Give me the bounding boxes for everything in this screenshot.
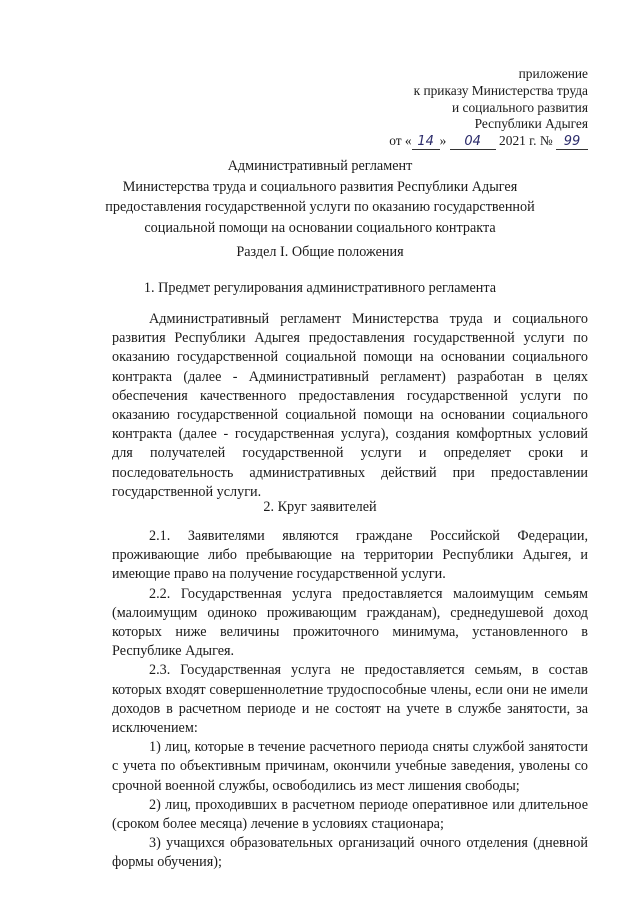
date-prefix: от « <box>389 133 412 149</box>
paragraph: 2.3. Государственная услуга не предоставляется семьям, в состав которых входят совершеннолетние трудоспособные члены, если они не имели доходов в расчетном периоде и не состоят на учете в службе занятости, за исключением: <box>112 662 588 737</box>
handwritten-month: 04 <box>450 135 496 150</box>
approval-date-line <box>389 133 588 150</box>
handwritten-order-number: 99 <box>556 135 588 150</box>
approval-line-4: Республики Адыгея <box>474 116 588 132</box>
paragraph: 2.1. Заявителями являются граждане Российской Федерации, проживающие либо пребывающие на территории Республики Адыгея, и имеющие право на получение государственной услуги. <box>112 528 588 583</box>
subsection-2-body <box>112 527 588 873</box>
date-year: 2021 г. № <box>499 133 553 149</box>
subsection-1-heading: 1. Предмет регулирования административного регламента <box>143 280 497 296</box>
list-item: 3) учащихся образовательных организаций очного отделения (дневной формы обучения); <box>112 835 588 871</box>
section-heading: Раздел I. Общие положения <box>236 244 404 260</box>
title-line-3: предоставления государственной услуги по оказанию государственной <box>105 199 535 215</box>
approval-block <box>389 66 588 150</box>
paragraph: Административный регламент Министерства труда и социального развития Республики Адыгея предоставления государственной услуги по оказанию государственной социальной помощи на основании социального контракта (далее - Административный регламент) разработан в целях обеспечения качественного предоставления государственной услуги по оказанию государственной социальной помощи на основании социального контракта (далее - государственная услуга), создания комфортных условий для получателей государственной услуги и определяет сроки и последовательность административных действий при предоставлении государственной услуги. <box>112 311 588 500</box>
list-item: 1) лиц, которые в течение расчетного периода сняты службой занятости с учета по объективным причинам, окончили учебные заведения, уволены со срочной военной службы, освободились из мест лишения свободы; <box>112 739 588 794</box>
approval-line-1: приложение <box>518 66 588 81</box>
handwritten-day: 14 <box>412 135 440 150</box>
paragraph: 2.2. Государственная услуга предоставляется малоимущим семьям (малоимущим одиноко проживающим гражданам), среднедушевой доход которых ниже величины прожиточного минимума, установленного в Республике Адыгея. <box>112 585 588 660</box>
title-line-4: социальной помощи на основании социального контракта <box>144 219 496 236</box>
approval-line-3: и социального развития <box>452 99 588 115</box>
subsection-2-heading: 2. Круг заявителей <box>263 499 377 515</box>
title-line-1: Административный регламент <box>227 158 413 174</box>
list-item: 2) лиц, проходивших в расчетном периоде оперативное или длительное (сроком более месяца) лечение в условиях стационара; <box>112 796 588 833</box>
title-line-2: Министерства труда и социального развития Республики Адыгея <box>122 178 518 195</box>
subsection-1-body <box>112 310 588 502</box>
date-mid: » <box>439 133 447 149</box>
document-title <box>0 156 640 238</box>
approval-line-2: к приказу Министерства труда <box>413 82 588 98</box>
